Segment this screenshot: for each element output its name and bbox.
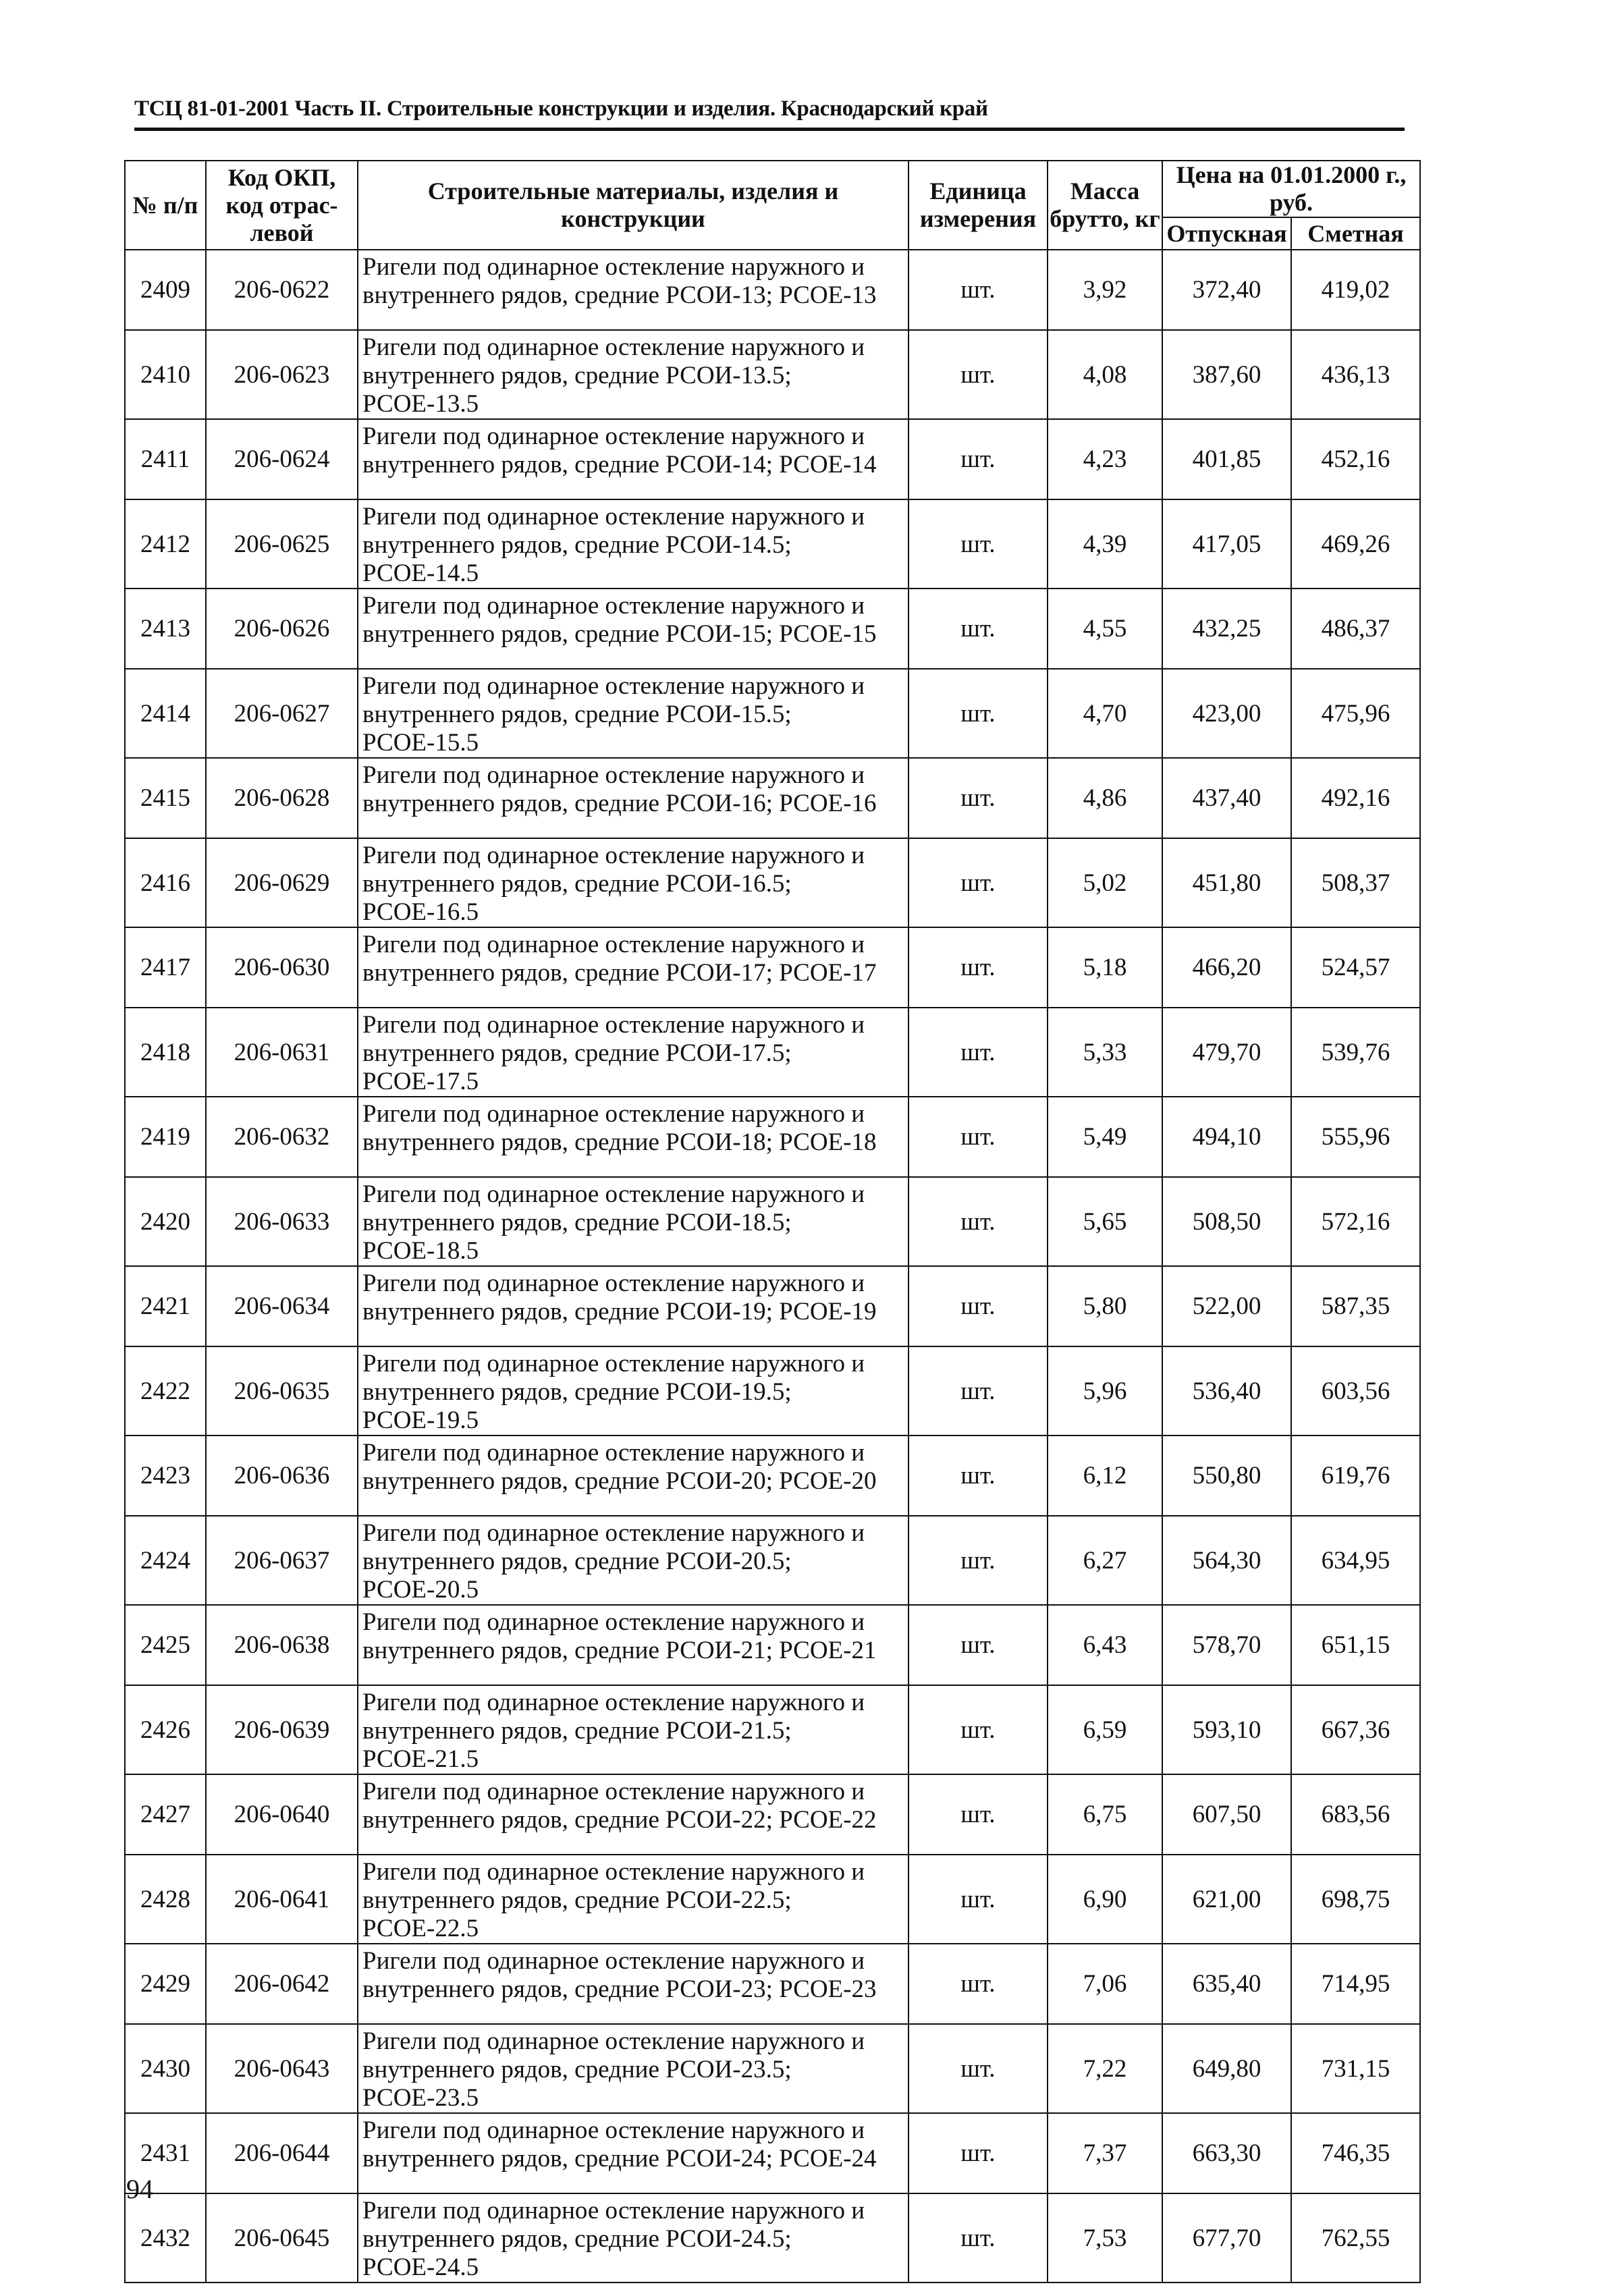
cell-mass: 5,96: [1048, 1346, 1162, 1436]
cell-name: Ригели под одинарное остекление наружного и внутреннего рядов, средние РСОИ-17; РСОЕ-17: [358, 927, 908, 1008]
cell-price-estimate: 746,35: [1291, 2113, 1420, 2193]
cell-mass: 5,02: [1048, 838, 1162, 927]
table-row: [125, 1944, 1420, 2024]
cell-price-release: 508,50: [1162, 1177, 1291, 1266]
cell-unit: шт.: [908, 499, 1048, 589]
cell-price-release: 593,10: [1162, 1685, 1291, 1774]
table-row: [125, 1177, 1420, 1266]
cell-unit: шт.: [908, 1097, 1048, 1177]
cell-price-release: 522,00: [1162, 1266, 1291, 1346]
cell-name: Ригели под одинарное остекление наружного и внутреннего рядов, средние РСОИ-20.5; РСОЕ-20.5: [358, 1516, 908, 1605]
cell-code: 206-0623: [206, 330, 358, 419]
cell-mass: 5,33: [1048, 1008, 1162, 1097]
cell-number: 2419: [125, 1097, 206, 1177]
cell-price-estimate: 486,37: [1291, 589, 1420, 669]
cell-name: Ригели под одинарное остекление наружного и внутреннего рядов, средние РСОИ-17.5; РСОЕ-17.5: [358, 1008, 908, 1097]
table-row: [125, 2193, 1420, 2283]
page-number: 94: [126, 2174, 153, 2204]
cell-name: Ригели под одинарное остекление наружного и внутреннего рядов, средние РСОИ-13.5; РСОЕ-13.5: [358, 330, 908, 419]
cell-name: Ригели под одинарное остекление наружного и внутреннего рядов, средние РСОИ-23; РСОЕ-23: [358, 1944, 908, 2024]
cell-unit: шт.: [908, 1346, 1048, 1436]
cell-mass: 6,59: [1048, 1685, 1162, 1774]
cell-price-release: 451,80: [1162, 838, 1291, 927]
cell-price-estimate: 683,56: [1291, 1774, 1420, 1855]
cell-price-estimate: 539,76: [1291, 1008, 1420, 1097]
cell-unit: шт.: [908, 1436, 1048, 1516]
cell-mass: 4,39: [1048, 499, 1162, 589]
cell-mass: 4,08: [1048, 330, 1162, 419]
column-header-number: № п/п: [125, 161, 206, 250]
cell-price-release: 479,70: [1162, 1008, 1291, 1097]
cell-price-release: 635,40: [1162, 1944, 1291, 2024]
cell-price-release: 417,05: [1162, 499, 1291, 589]
column-header-price-group: Цена на 01.01.2000 г., руб.: [1162, 161, 1420, 217]
cell-code: 206-0637: [206, 1516, 358, 1605]
cell-price-release: 387,60: [1162, 330, 1291, 419]
cell-mass: 6,43: [1048, 1605, 1162, 1685]
table-row: [125, 1346, 1420, 1436]
cell-number: 2431: [125, 2113, 206, 2193]
cell-code: 206-0636: [206, 1436, 358, 1516]
table-row: [125, 1605, 1420, 1685]
cell-mass: 7,22: [1048, 2024, 1162, 2113]
table-row: [125, 927, 1420, 1008]
cell-price-release: 663,30: [1162, 2113, 1291, 2193]
cell-name: Ригели под одинарное остекление наружного и внутреннего рядов, средние РСОИ-24.5; РСОЕ-24.5: [358, 2193, 908, 2283]
cell-code: 206-0632: [206, 1097, 358, 1177]
cell-price-release: 432,25: [1162, 589, 1291, 669]
column-header-price-release: Отпускная: [1162, 217, 1291, 250]
cell-code: 206-0639: [206, 1685, 358, 1774]
cell-number: 2409: [125, 250, 206, 330]
cell-price-estimate: 475,96: [1291, 669, 1420, 758]
cell-price-estimate: 603,56: [1291, 1346, 1420, 1436]
table-body: [125, 250, 1420, 2283]
cell-price-release: 578,70: [1162, 1605, 1291, 1685]
cell-unit: шт.: [908, 1008, 1048, 1097]
table-row: [125, 1516, 1420, 1605]
cell-code: 206-0643: [206, 2024, 358, 2113]
cell-mass: 3,92: [1048, 250, 1162, 330]
column-header-name: Строительные материалы, изделия и конструкции: [358, 161, 908, 250]
table-row: [125, 499, 1420, 589]
cell-unit: шт.: [908, 1944, 1048, 2024]
cell-mass: 6,12: [1048, 1436, 1162, 1516]
cell-price-release: 607,50: [1162, 1774, 1291, 1855]
cell-name: Ригели под одинарное остекление наружного и внутреннего рядов, средние РСОИ-23.5; РСОЕ-23.5: [358, 2024, 908, 2113]
cell-price-estimate: 714,95: [1291, 1944, 1420, 2024]
cell-unit: шт.: [908, 1605, 1048, 1685]
cell-unit: шт.: [908, 250, 1048, 330]
cell-mass: 5,49: [1048, 1097, 1162, 1177]
header-divider: [134, 128, 1405, 131]
cell-unit: шт.: [908, 838, 1048, 927]
cell-mass: 6,90: [1048, 1855, 1162, 1944]
cell-mass: 6,27: [1048, 1516, 1162, 1605]
cell-number: 2411: [125, 419, 206, 499]
cell-name: Ригели под одинарное остекление наружного и внутреннего рядов, средние РСОИ-13; РСОЕ-13: [358, 250, 908, 330]
cell-price-release: 536,40: [1162, 1346, 1291, 1436]
cell-price-estimate: 731,15: [1291, 2024, 1420, 2113]
cell-number: 2414: [125, 669, 206, 758]
cell-mass: 4,23: [1048, 419, 1162, 499]
cell-number: 2417: [125, 927, 206, 1008]
cell-price-release: 550,80: [1162, 1436, 1291, 1516]
cell-code: 206-0622: [206, 250, 358, 330]
cell-name: Ригели под одинарное остекление наружного и внутреннего рядов, средние РСОИ-21.5; РСОЕ-21.5: [358, 1685, 908, 1774]
cell-number: 2430: [125, 2024, 206, 2113]
cell-code: 206-0624: [206, 419, 358, 499]
table-row: [125, 1685, 1420, 1774]
cell-price-estimate: 524,57: [1291, 927, 1420, 1008]
table-row: [125, 1266, 1420, 1346]
cell-code: 206-0629: [206, 838, 358, 927]
cell-price-estimate: 587,35: [1291, 1266, 1420, 1346]
table-row: [125, 250, 1420, 330]
table-row: [125, 669, 1420, 758]
cell-mass: 6,75: [1048, 1774, 1162, 1855]
cell-unit: шт.: [908, 1685, 1048, 1774]
cell-name: Ригели под одинарное остекление наружного и внутреннего рядов, средние РСОИ-22.5; РСОЕ-22.5: [358, 1855, 908, 1944]
cell-mass: 5,65: [1048, 1177, 1162, 1266]
table-row: [125, 1774, 1420, 1855]
cell-name: Ригели под одинарное остекление наружного и внутреннего рядов, средние РСОИ-15; РСОЕ-15: [358, 589, 908, 669]
cell-price-estimate: 436,13: [1291, 330, 1420, 419]
cell-price-release: 564,30: [1162, 1516, 1291, 1605]
cell-code: 206-0633: [206, 1177, 358, 1266]
cell-price-release: 649,80: [1162, 2024, 1291, 2113]
table-row: [125, 1855, 1420, 1944]
cell-price-release: 494,10: [1162, 1097, 1291, 1177]
cell-price-release: 401,85: [1162, 419, 1291, 499]
cell-name: Ригели под одинарное остекление наружного и внутреннего рядов, средние РСОИ-14.5; РСОЕ-14.5: [358, 499, 908, 589]
cell-code: 206-0645: [206, 2193, 358, 2283]
cell-unit: шт.: [908, 1516, 1048, 1605]
cell-number: 2422: [125, 1346, 206, 1436]
cell-price-release: 423,00: [1162, 669, 1291, 758]
table-row: [125, 589, 1420, 669]
cell-number: 2416: [125, 838, 206, 927]
cell-mass: 5,18: [1048, 927, 1162, 1008]
table-row: [125, 838, 1420, 927]
cell-code: 206-0625: [206, 499, 358, 589]
cell-number: 2426: [125, 1685, 206, 1774]
cell-price-estimate: 492,16: [1291, 758, 1420, 838]
cell-number: 2429: [125, 1944, 206, 2024]
cell-name: Ригели под одинарное остекление наружного и внутреннего рядов, средние РСОИ-19; РСОЕ-19: [358, 1266, 908, 1346]
cell-price-estimate: 651,15: [1291, 1605, 1420, 1685]
cell-name: Ригели под одинарное остекление наружного и внутреннего рядов, средние РСОИ-21; РСОЕ-21: [358, 1605, 908, 1685]
column-header-price-estimate: Сметная: [1291, 217, 1420, 250]
cell-code: 206-0634: [206, 1266, 358, 1346]
cell-number: 2410: [125, 330, 206, 419]
cell-price-estimate: 572,16: [1291, 1177, 1420, 1266]
cell-unit: шт.: [908, 589, 1048, 669]
cell-name: Ригели под одинарное остекление наружного и внутреннего рядов, средние РСОИ-16; РСОЕ-16: [358, 758, 908, 838]
cell-price-estimate: 667,36: [1291, 1685, 1420, 1774]
cell-price-release: 437,40: [1162, 758, 1291, 838]
cell-name: Ригели под одинарное остекление наружного и внутреннего рядов, средние РСОИ-15.5; РСОЕ-15.5: [358, 669, 908, 758]
cell-price-estimate: 508,37: [1291, 838, 1420, 927]
cell-code: 206-0627: [206, 669, 358, 758]
cell-price-release: 372,40: [1162, 250, 1291, 330]
cell-name: Ригели под одинарное остекление наружного и внутреннего рядов, средние РСОИ-14; РСОЕ-14: [358, 419, 908, 499]
cell-number: 2428: [125, 1855, 206, 1944]
column-header-mass: Масса брутто, кг: [1048, 161, 1162, 250]
cell-price-release: 466,20: [1162, 927, 1291, 1008]
cell-name: Ригели под одинарное остекление наружного и внутреннего рядов, средние РСОИ-19.5; РСОЕ-19.5: [358, 1346, 908, 1436]
cell-unit: шт.: [908, 1774, 1048, 1855]
column-header-code: Код ОКП, код отрас-левой: [206, 161, 358, 250]
cell-price-estimate: 452,16: [1291, 419, 1420, 499]
cell-number: 2421: [125, 1266, 206, 1346]
cell-unit: шт.: [908, 1177, 1048, 1266]
cell-number: 2418: [125, 1008, 206, 1097]
cell-number: 2413: [125, 589, 206, 669]
cell-unit: шт.: [908, 758, 1048, 838]
cell-code: 206-0626: [206, 589, 358, 669]
cell-number: 2412: [125, 499, 206, 589]
page-header-title: ТСЦ 81-01-2001 Часть II. Строительные конструкции и изделия. Краснодарский край: [134, 97, 988, 121]
cell-price-estimate: 469,26: [1291, 499, 1420, 589]
cell-number: 2415: [125, 758, 206, 838]
cell-price-release: 677,70: [1162, 2193, 1291, 2283]
cell-number: 2425: [125, 1605, 206, 1685]
cell-unit: шт.: [908, 330, 1048, 419]
cell-mass: 7,37: [1048, 2113, 1162, 2193]
table-row: [125, 330, 1420, 419]
cell-price-estimate: 619,76: [1291, 1436, 1420, 1516]
cell-mass: 4,86: [1048, 758, 1162, 838]
cell-number: 2427: [125, 1774, 206, 1855]
cell-code: 206-0628: [206, 758, 358, 838]
cell-price-release: 621,00: [1162, 1855, 1291, 1944]
cell-unit: шт.: [908, 1855, 1048, 1944]
cell-name: Ригели под одинарное остекление наружного и внутреннего рядов, средние РСОИ-22; РСОЕ-22: [358, 1774, 908, 1855]
table-row: [125, 2113, 1420, 2193]
table-row: [125, 1097, 1420, 1177]
cell-name: Ригели под одинарное остекление наружного и внутреннего рядов, средние РСОИ-18; РСОЕ-18: [358, 1097, 908, 1177]
cell-unit: шт.: [908, 927, 1048, 1008]
cell-unit: шт.: [908, 669, 1048, 758]
table-row: [125, 758, 1420, 838]
cell-name: Ригели под одинарное остекление наружного и внутреннего рядов, средние РСОИ-18.5; РСОЕ-18.5: [358, 1177, 908, 1266]
cell-unit: шт.: [908, 2024, 1048, 2113]
cell-number: 2432: [125, 2193, 206, 2283]
cell-name: Ригели под одинарное остекление наружного и внутреннего рядов, средние РСОИ-24; РСОЕ-24: [358, 2113, 908, 2193]
cell-name: Ригели под одинарное остекление наружного и внутреннего рядов, средние РСОИ-20; РСОЕ-20: [358, 1436, 908, 1516]
cell-mass: 5,80: [1048, 1266, 1162, 1346]
cell-unit: шт.: [908, 2193, 1048, 2283]
table-row: [125, 419, 1420, 499]
cell-mass: 7,06: [1048, 1944, 1162, 2024]
cell-code: 206-0641: [206, 1855, 358, 1944]
cell-mass: 7,53: [1048, 2193, 1162, 2283]
cell-price-estimate: 419,02: [1291, 250, 1420, 330]
cell-code: 206-0638: [206, 1605, 358, 1685]
cell-unit: шт.: [908, 1266, 1048, 1346]
cell-mass: 4,55: [1048, 589, 1162, 669]
cell-number: 2420: [125, 1177, 206, 1266]
cell-code: 206-0640: [206, 1774, 358, 1855]
table-row: [125, 1436, 1420, 1516]
cell-code: 206-0631: [206, 1008, 358, 1097]
cell-name: Ригели под одинарное остекление наружного и внутреннего рядов, средние РСОИ-16.5; РСОЕ-16.5: [358, 838, 908, 927]
cell-price-estimate: 762,55: [1291, 2193, 1420, 2283]
cell-price-estimate: 634,95: [1291, 1516, 1420, 1605]
cell-unit: шт.: [908, 2113, 1048, 2193]
cell-code: 206-0642: [206, 1944, 358, 2024]
price-table: [124, 160, 1421, 2283]
cell-mass: 4,70: [1048, 669, 1162, 758]
table-row: [125, 1008, 1420, 1097]
cell-number: 2423: [125, 1436, 206, 1516]
cell-unit: шт.: [908, 419, 1048, 499]
cell-code: 206-0630: [206, 927, 358, 1008]
cell-code: 206-0644: [206, 2113, 358, 2193]
cell-price-estimate: 555,96: [1291, 1097, 1420, 1177]
cell-number: 2424: [125, 1516, 206, 1605]
table-row: [125, 2024, 1420, 2113]
column-header-unit: Единица измерения: [908, 161, 1048, 250]
cell-code: 206-0635: [206, 1346, 358, 1436]
cell-price-estimate: 698,75: [1291, 1855, 1420, 1944]
